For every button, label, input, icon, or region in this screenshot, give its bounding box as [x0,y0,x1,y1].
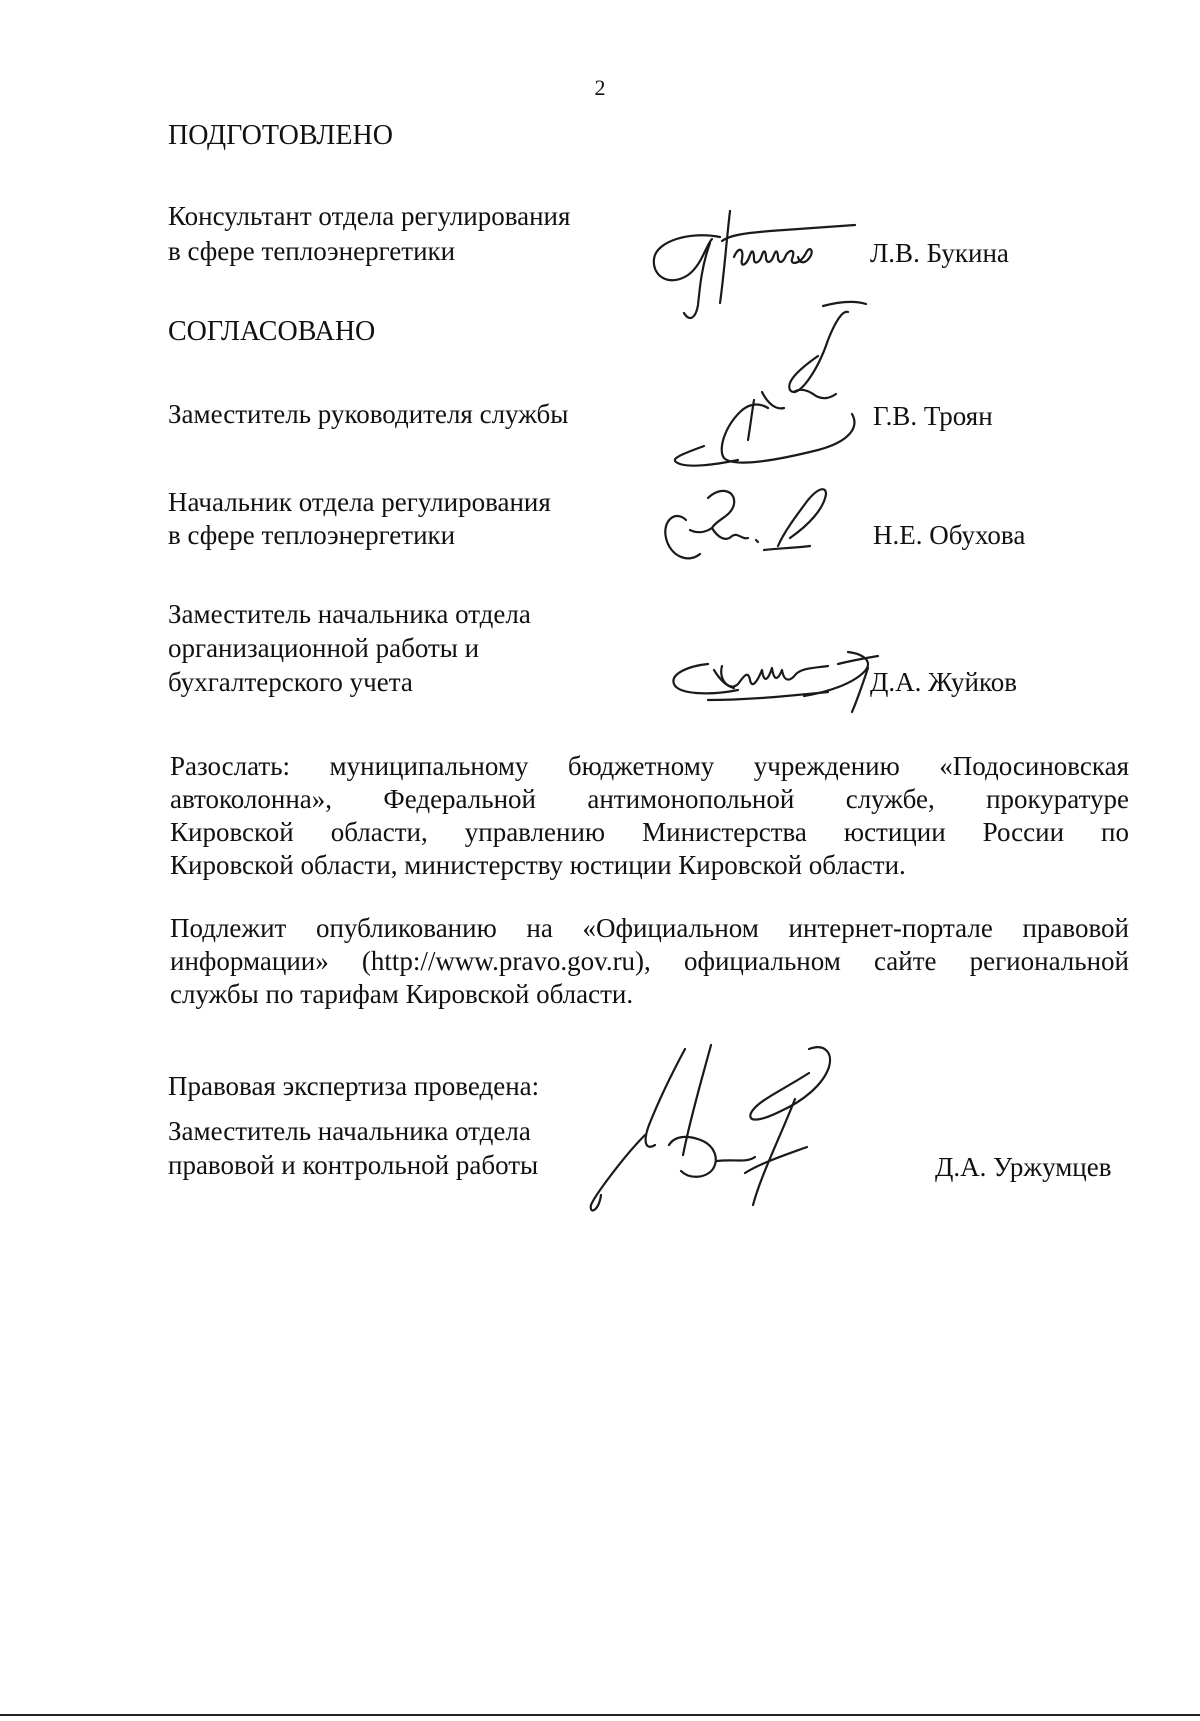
bottom-rule [0,1714,1200,1716]
deputy-head-department-position-line-3: бухгалтерского учета [168,667,413,697]
deputy-head-position: Заместитель руководителя службы [168,399,569,429]
legal-review-position-line-1: Заместитель начальника отдела [168,1116,531,1146]
distribution-line-3: Кировской области, управлению Министерства юстиции России по [170,817,1129,847]
legal-review-position-line-2: правовой и контрольной работы [168,1150,539,1180]
deputy-head-name: Г.В. Троян [873,401,993,431]
signature-troyan [668,300,908,475]
legal-review-title: Правовая экспертиза проведена: [168,1071,540,1101]
deputy-head-department-name: Д.А. Жуйков [870,667,1017,697]
distribution-paragraph [170,750,1129,882]
deputy-head-department-position-line-1: Заместитель начальника отдела [168,599,531,629]
distribution-line-2: автоколонна», Федеральной антимонопольной службе, прокуратуре [170,784,1129,814]
head-department-position-line-1: Начальник отдела регулирования [168,487,551,517]
head-department-position-line-2: в сфере теплоэнергетики [168,520,456,550]
prepared-heading: ПОДГОТОВЛЕНО [168,120,393,151]
prepared-position-line-2: в сфере теплоэнергетики [168,236,456,266]
signature-urzhumtsev [585,1045,925,1220]
page-number: 2 [594,75,606,100]
publication-line-2: информации» (http://www.pravo.gov.ru), официальном сайте региональной [170,946,1129,976]
prepared-signer-name: Л.В. Букина [870,238,1009,268]
legal-review-name: Д.А. Уржумцев [935,1152,1112,1182]
distribution-line-1: Разослать: муниципальному бюджетному учреждению «Подосиновская [170,751,1129,781]
publication-line-3: службы по тарифам Кировской области. [170,979,634,1009]
prepared-position-line-1: Консультант отдела регулирования [168,201,571,231]
signature-zhuykov [668,640,883,720]
deputy-head-department-position-line-2: организационной работы и [168,633,480,663]
agreed-heading: СОГЛАСОВАНО [168,316,376,347]
head-department-name: Н.Е. Обухова [873,520,1026,550]
publication-line-1: Подлежит опубликованию на «Официальном интернет-портале правовой [170,913,1129,943]
publication-paragraph [170,912,1129,1011]
distribution-line-4: Кировской области, министерству юстиции Кировской области. [170,850,906,880]
signature-obukhova [660,480,860,570]
